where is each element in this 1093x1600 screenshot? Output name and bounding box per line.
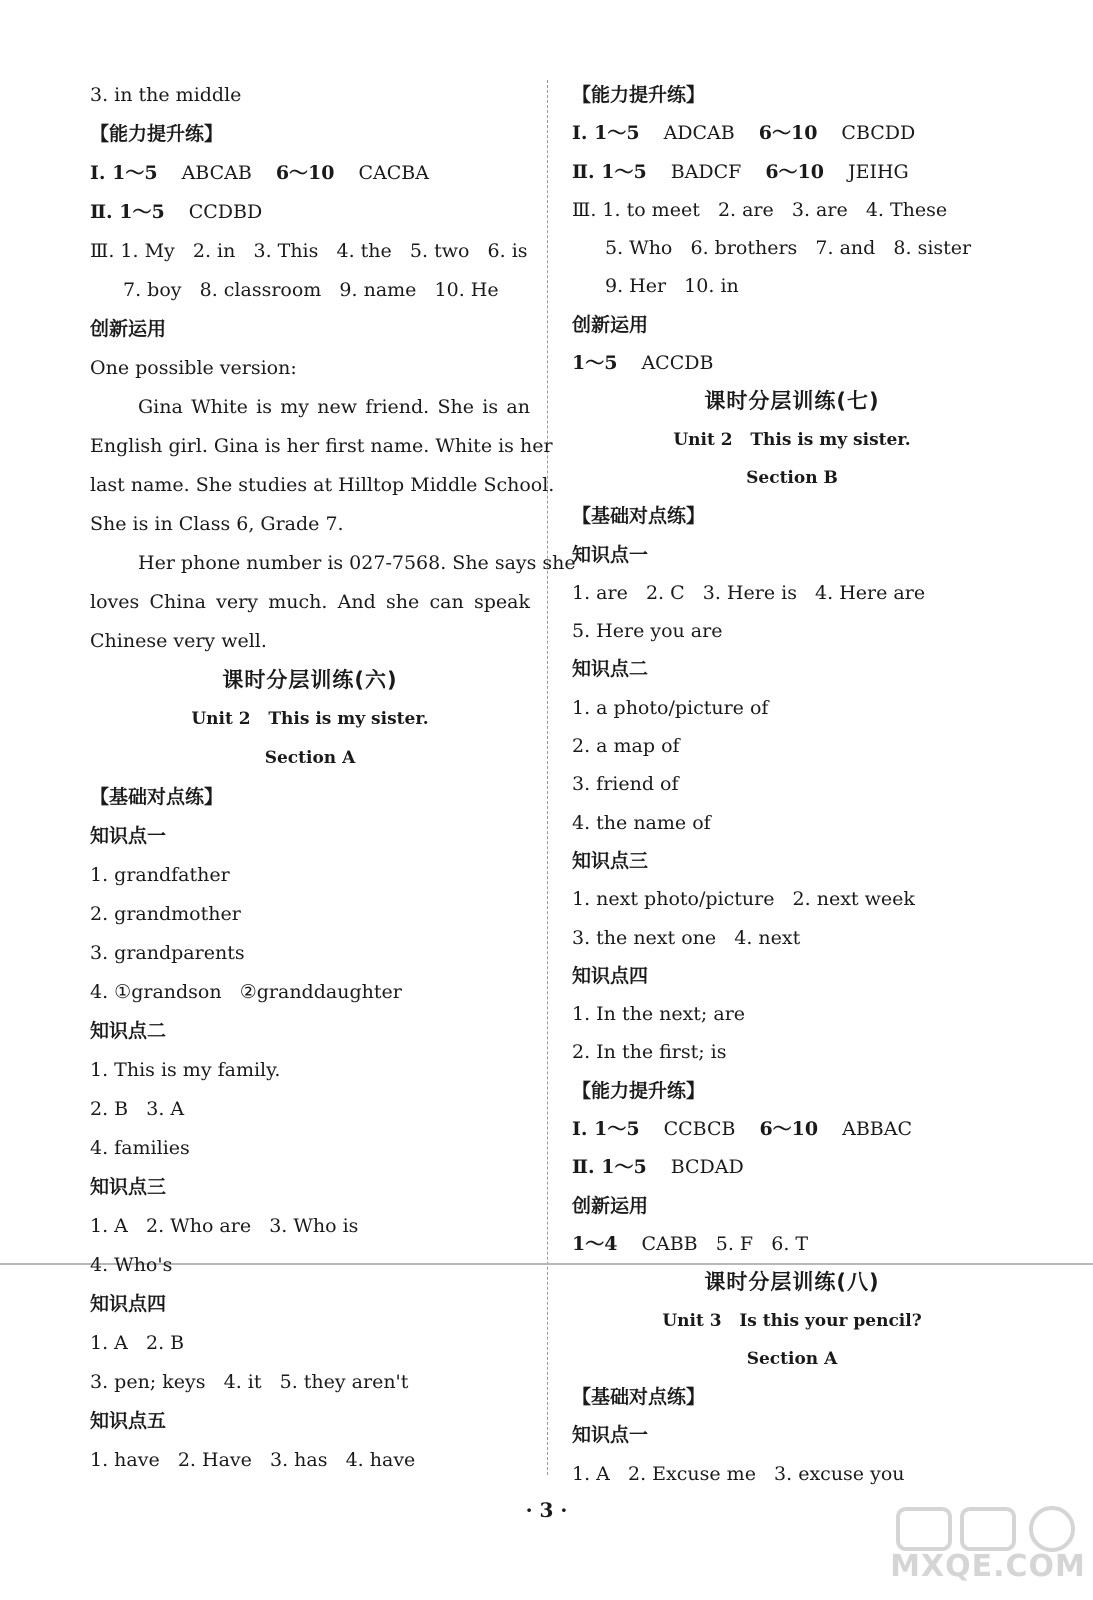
answer-letters: CACBA [358, 162, 429, 184]
item-range: Ⅱ. 1～5 [572, 160, 647, 183]
knowledge-point-heading: 知识点三 [90, 1176, 167, 1198]
answer-line [572, 344, 1012, 382]
watermark-site-text: MXQE.COM [890, 1549, 1086, 1584]
answer-line: 2. B 3. A [90, 1098, 185, 1120]
answer-line: 1. next photo/picture 2. next week [572, 888, 915, 911]
section-heading-creative: 创新运用 [572, 313, 649, 336]
section-heading-ability: 【能力提升练】 [572, 84, 706, 106]
answer-line: 1. This is my family. [90, 1059, 281, 1081]
answer-line: Ⅲ. 1. to meet 2. are 3. are 4. These [572, 198, 948, 221]
section-heading-basic: 【基础对点练】 [90, 786, 224, 808]
answer-line: 1. A 2. Excuse me 3. excuse you [572, 1462, 905, 1485]
answer-line [572, 1148, 1012, 1186]
item-range: 6～10 [765, 160, 824, 183]
knowledge-point-heading: 知识点五 [90, 1410, 167, 1432]
answer-line: 1. A 2. B [90, 1332, 185, 1354]
unit-title: Unit 3 Is this your pencil? [662, 1310, 922, 1331]
answer-line: 1. are 2. C 3. Here is 4. Here are [572, 581, 926, 604]
lesson-title: 课时分层训练(八) [704, 1270, 880, 1295]
answer-line: 3. grandparents [90, 942, 245, 964]
knowledge-point-heading: 知识点四 [90, 1293, 167, 1315]
answer-line: 2. grandmother [90, 903, 241, 925]
answer-letters: ACCDB [641, 352, 714, 375]
knowledge-point-heading: 知识点二 [572, 658, 649, 681]
answer-line: 9. Her 10. in [605, 275, 739, 298]
answer-letters: CCDBD [188, 201, 263, 223]
essay-line: Gina White is my new friend. She is an [138, 396, 530, 418]
item-range: 6～10 [758, 122, 818, 145]
answer-line: 3. in the middle [90, 84, 242, 106]
answer-line: 3. the next one 4. next [572, 926, 801, 949]
essay-line: Her phone number is 027-7568. She says she [138, 552, 576, 574]
knowledge-point-heading: 知识点一 [572, 543, 649, 566]
section-heading-ability: 【能力提升练】 [572, 1079, 706, 1102]
unit-title: Unit 2 This is my sister. [191, 709, 429, 729]
knowledge-point-heading: 知识点一 [572, 1424, 649, 1447]
section-heading-basic: 【基础对点练】 [572, 505, 706, 528]
section-label: Section B [746, 467, 838, 488]
answer-line: 2. In the first; is [572, 1041, 727, 1064]
answer-line: 4. families [90, 1137, 190, 1159]
item-range: Ⅰ. 1～5 [572, 1118, 640, 1141]
item-range: 1～5 [572, 352, 618, 375]
answer-letters: JEIHG [848, 160, 909, 183]
essay-intro: One possible version: [90, 357, 297, 379]
item-range: Ⅱ. 1～5 [572, 1156, 647, 1179]
section-heading-ability: 【能力提升练】 [90, 123, 224, 145]
page-number: · 3 · [525, 1498, 568, 1522]
section-heading-creative: 创新运用 [572, 1194, 649, 1217]
knowledge-point-heading: 知识点三 [572, 849, 649, 872]
essay-line: last name. She studies at Hilltop Middle School. [90, 474, 555, 496]
answer-letters: ADCAB [663, 122, 735, 145]
item-range: Ⅰ. 1～5 [90, 162, 158, 184]
lesson-title: 课时分层训练(六) [222, 668, 398, 692]
answer-line: 4. Who's [90, 1254, 173, 1276]
answer-line: 7. boy 8. classroom 9. name 10. He [123, 279, 499, 301]
answer-line: 5. Who 6. brothers 7. and 8. sister [605, 237, 972, 260]
knowledge-point-heading: 知识点一 [90, 825, 167, 847]
knowledge-point-heading: 知识点四 [572, 964, 649, 987]
answer-line [90, 154, 530, 193]
answer-letters: CABB 5. F 6. T [641, 1232, 809, 1255]
left-column [90, 76, 576, 1480]
answer-letters: ABBAC [842, 1118, 913, 1141]
column-divider [547, 80, 548, 1475]
answer-letters: BADCF [670, 160, 742, 183]
section-heading-creative: 创新运用 [90, 318, 167, 340]
item-range: 6～10 [275, 162, 335, 184]
answer-line [90, 193, 530, 232]
answer-line: 1. grandfather [90, 864, 230, 886]
item-range: Ⅱ. 1～5 [90, 201, 165, 223]
right-column [572, 76, 1012, 1493]
item-range: 1～4 [572, 1232, 618, 1255]
answer-line: 1. A 2. Who are 3. Who is [90, 1215, 359, 1237]
answer-letters: BCDAD [670, 1156, 744, 1179]
watermark-badge-icon [888, 1505, 1088, 1555]
section-label: Section A [746, 1348, 838, 1369]
answer-line: 3. pen; keys 4. it 5. they aren't [90, 1371, 409, 1393]
essay-line: She is in Class 6, Grade 7. [90, 513, 344, 535]
answer-line: 4. ①grandson ②granddaughter [90, 981, 402, 1003]
answer-letters: CBCDD [841, 122, 916, 145]
answer-line: 5. Here you are [572, 620, 723, 643]
answer-letters: ABCAB [181, 162, 252, 184]
answer-line [572, 1110, 1012, 1148]
answer-letters: CCBCB [663, 1118, 736, 1141]
answer-line: 2. a map of [572, 735, 680, 758]
answer-line [572, 153, 1012, 191]
item-range: 6～10 [759, 1118, 819, 1141]
item-range: Ⅰ. 1～5 [572, 122, 640, 145]
essay-line: loves China very much. And she can speak [90, 591, 530, 613]
answer-line [572, 114, 1012, 152]
essay-line: English girl. Gina is her first name. White is her [90, 435, 553, 457]
answer-line: 1. a photo/picture of [572, 696, 769, 719]
lesson-title: 课时分层训练(七) [704, 389, 880, 414]
answer-line: 4. the name of [572, 811, 711, 834]
section-heading-basic: 【基础对点练】 [572, 1386, 706, 1409]
watermark-logo [888, 1505, 1088, 1600]
essay-line: Chinese very well. [90, 630, 267, 652]
answer-line: 1. In the next; are [572, 1003, 746, 1026]
answer-line [572, 1225, 1012, 1263]
answer-line: 1. have 2. Have 3. has 4. have [90, 1449, 416, 1471]
unit-title: Unit 2 This is my sister. [673, 429, 911, 450]
knowledge-point-heading: 知识点二 [90, 1020, 167, 1042]
answer-line: 3. friend of [572, 773, 679, 796]
answer-line: Ⅲ. 1. My 2. in 3. This 4. the 5. two 6. is [90, 240, 528, 262]
section-label: Section A [264, 748, 356, 768]
